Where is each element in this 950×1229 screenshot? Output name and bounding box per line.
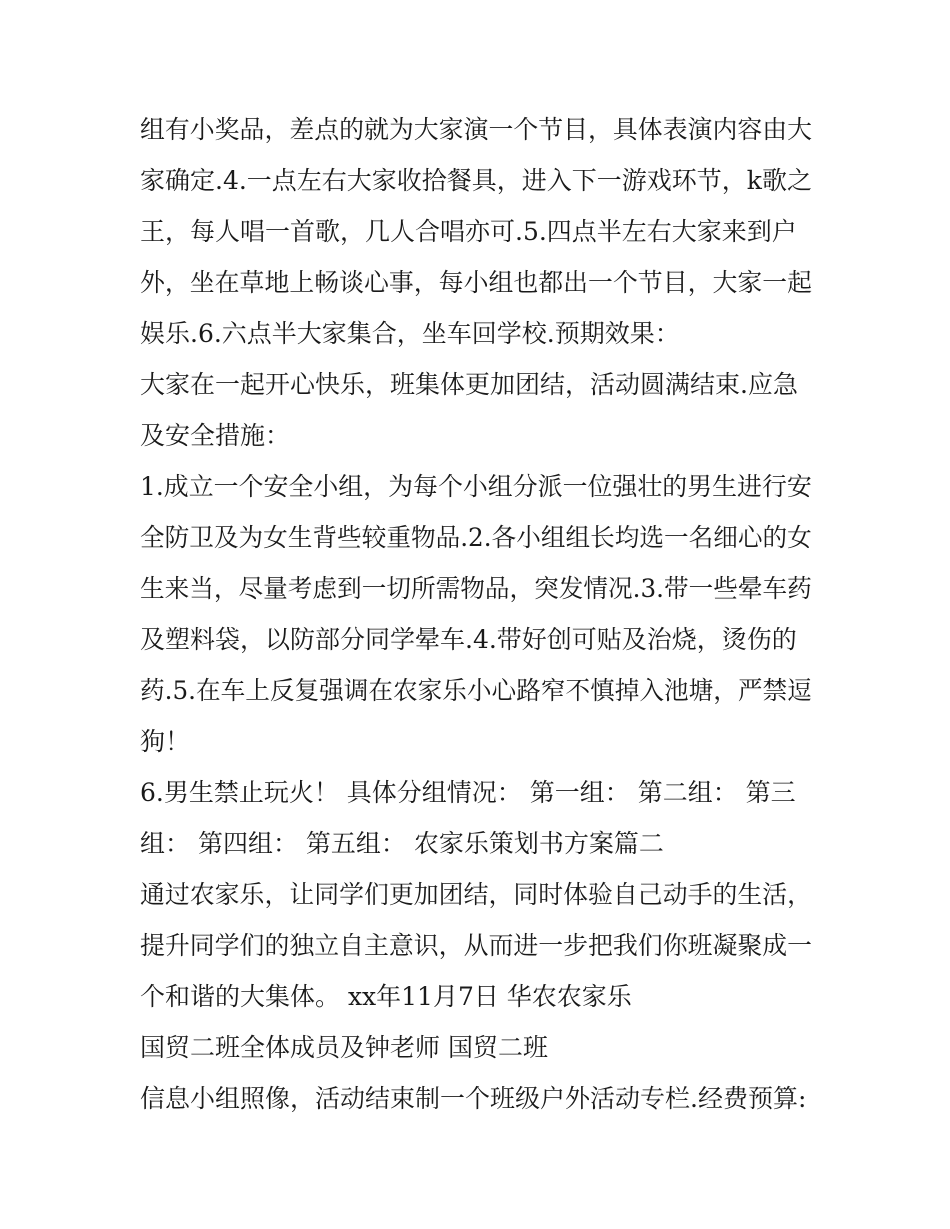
text-line: 娱乐.6.六点半大家集合，坐车回学校.预期效果：: [140, 319, 680, 348]
text-line: 生来当，尽量考虑到一切所需物品，突发情况.3.带一些晕车药: [140, 574, 812, 603]
text-line: 1.成立一个安全小组，为每个小组分派一位强壮的男生进行安: [140, 472, 812, 501]
text-line: 信息小组照像，活动结束制一个班级户外活动专栏.经费预算:: [140, 1084, 807, 1113]
text-line: 组： 第四组： 第五组： 农家乐策划书方案篇二: [140, 829, 664, 858]
text-line: 组有小奖品，差点的就为大家演一个节目，具体表演内容由大: [140, 115, 813, 144]
text-line: 提升同学们的独立自主意识，从而进一步把我们你班凝聚成一: [140, 931, 813, 960]
text-line: 及安全措施：: [140, 421, 291, 450]
text-line: 王，每人唱一首歌，几人合唱亦可.5.四点半左右大家来到户: [140, 217, 797, 246]
text-line: 狗！: [140, 727, 191, 756]
text-line: 国贸二班全体成员及钟老师 国贸二班: [140, 1033, 548, 1062]
text-line: 外，坐在草地上畅谈心事，每小组也都出一个节目，大家一起: [140, 268, 813, 297]
text-line: 6.男生禁止玩火！ 具体分组情况： 第一组： 第二组： 第三: [140, 778, 796, 807]
text-line: 个和谐的大集体。 xx年11月7日 华农农家乐: [140, 982, 632, 1011]
text-line: 大家在一起开心快乐，班集体更加团结，活动圆满结束.应急: [140, 370, 798, 399]
text-line: 家确定.4.一点左右大家收拾餐具，进入下一游戏环节，k歌之: [140, 166, 812, 195]
text-line: 通过农家乐，让同学们更加团结，同时体验自己动手的生活，: [140, 880, 813, 909]
text-line: 药.5.在车上反复强调在农家乐小心路窄不慎掉入池塘，严禁逗: [140, 676, 812, 705]
text-line: 及塑料袋，以防部分同学晕车.4.带好创可贴及治烧，烫伤的: [140, 625, 797, 654]
text-line: 全防卫及为女生背些较重物品.2.各小组组长均选一名细心的女: [140, 523, 812, 552]
